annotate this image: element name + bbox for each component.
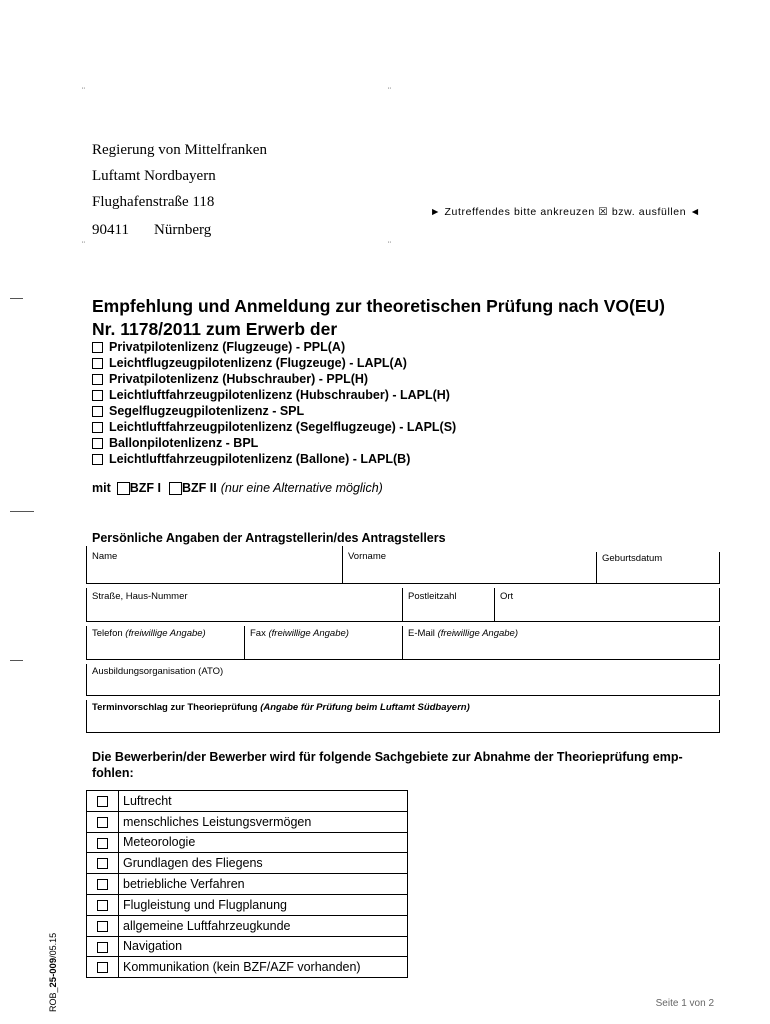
plz-input[interactable]: [403, 588, 494, 621]
license-option[interactable]: [92, 419, 456, 435]
bzf1-label: BZF I: [129, 481, 161, 495]
geburtsdatum-input[interactable]: [597, 552, 719, 583]
termin-input[interactable]: [87, 700, 719, 732]
address-line-1: Regierung von Mittelfranken: [92, 142, 267, 158]
license-label: Leichtflugzeugpilotenlizenz (Flugzeuge) - LAPL(A): [109, 356, 407, 370]
field-border: [719, 552, 720, 584]
fold-mark: [10, 298, 23, 299]
subject-checkbox[interactable]: [97, 879, 108, 890]
subject-checkbox[interactable]: [97, 900, 108, 911]
email-input[interactable]: [403, 626, 719, 659]
subject-checkbox[interactable]: [97, 962, 108, 973]
telefon-label-text: Telefon: [92, 628, 123, 639]
field-border: [86, 583, 720, 584]
license-option[interactable]: [92, 355, 407, 371]
license-checkbox[interactable]: [92, 342, 103, 353]
subjects-table: [86, 790, 408, 978]
license-checkbox[interactable]: [92, 422, 103, 433]
termin-label-text: Terminvorschlag zur Theorieprüfung: [92, 702, 258, 713]
subject-row: [87, 832, 408, 853]
fax-label-text: Fax: [250, 628, 266, 639]
form-code-date: /05.15: [48, 932, 58, 958]
license-label: Segelflugzeugpilotenlizenz - SPL: [109, 404, 305, 418]
subject-checkbox[interactable]: [97, 838, 108, 849]
license-label: Privatpilotenlizenz (Hubschrauber) - PPL(H): [109, 372, 369, 386]
plz-label: Postleitzahl: [408, 591, 457, 602]
subject-checkbox[interactable]: [97, 942, 108, 953]
license-checkbox[interactable]: [92, 390, 103, 401]
subject-check-cell[interactable]: [87, 874, 119, 895]
vorname-input[interactable]: [343, 546, 596, 583]
page-number: Seite 1 von 2: [655, 998, 714, 1009]
license-option[interactable]: [92, 339, 345, 355]
license-checkbox[interactable]: [92, 454, 103, 465]
subject-row: [87, 894, 408, 915]
license-option[interactable]: [92, 371, 368, 387]
license-label: Ballonpilotenlizenz - BPL: [109, 436, 259, 450]
subject-label: Luftrecht: [119, 791, 408, 812]
fold-mark: [10, 511, 34, 512]
address-zip: 90411: [92, 222, 129, 238]
license-label: Leichtluftfahrzeugpilotenlizenz (Hubschrauber) - LAPL(H): [109, 388, 450, 402]
form-code-number: 25-009: [48, 957, 59, 988]
license-option[interactable]: [92, 451, 410, 467]
subject-label: betriebliche Verfahren: [119, 874, 408, 895]
strasse-input[interactable]: [87, 588, 402, 621]
license-label: Privatpilotenlizenz (Flugzeuge) - PPL(A): [109, 340, 346, 354]
fax-note: (freiwillige Angabe): [268, 628, 349, 639]
corner-mark: ¨: [82, 240, 85, 250]
subject-row: [87, 853, 408, 874]
subject-check-cell[interactable]: [87, 915, 119, 936]
bzf-prefix: mit: [92, 481, 111, 495]
subject-label: Flugleistung und Flugplanung: [119, 894, 408, 915]
subject-checkbox[interactable]: [97, 921, 108, 932]
field-border: [86, 621, 720, 622]
license-option[interactable]: [92, 435, 258, 451]
strasse-label: Straße, Haus-Nummer: [92, 591, 188, 602]
subject-label: allgemeine Luftfahrzeugkunde: [119, 915, 408, 936]
fold-mark: [10, 660, 23, 661]
corner-mark: ¨: [388, 240, 391, 250]
subject-check-cell[interactable]: [87, 832, 119, 853]
subject-label: Navigation: [119, 936, 408, 957]
address-line-3: Flughafenstraße 118: [92, 194, 215, 210]
subject-check-cell[interactable]: [87, 853, 119, 874]
field-border: [719, 664, 720, 696]
recommendation-line-1: Die Bewerberin/der Bewerber wird für folgende Sachgebiete zur Abnahme der Theorieprüfung emp-: [92, 750, 683, 764]
subject-check-cell[interactable]: [87, 894, 119, 915]
personal-heading: Persönliche Angaben der Antragstellerin/des Antragstellers: [92, 531, 446, 545]
address-line-2: Luftamt Nordbayern: [92, 168, 216, 184]
subject-row: [87, 936, 408, 957]
subject-checkbox[interactable]: [97, 858, 108, 869]
form-title-line-1: Empfehlung und Anmeldung zur theoretischen Prüfung nach VO(EU): [92, 296, 665, 316]
form-title-line-2: Nr. 1178/2011 zum Erwerb der: [92, 319, 338, 339]
field-border: [86, 732, 720, 733]
subject-check-cell[interactable]: [87, 957, 119, 978]
subject-row: [87, 957, 408, 978]
license-checkbox[interactable]: [92, 406, 103, 417]
subject-check-cell[interactable]: [87, 811, 119, 832]
license-label: Leichtluftfahrzeugpilotenlizenz (Segelflugzeuge) - LAPL(S): [109, 420, 457, 434]
license-checkbox[interactable]: [92, 358, 103, 369]
name-input[interactable]: [87, 546, 342, 583]
subject-label: Kommunikation (kein BZF/AZF vorhanden): [119, 957, 408, 978]
bzf-note: (nur eine Alternative möglich): [220, 481, 383, 495]
vorname-label: Vorname: [348, 551, 387, 562]
bzf2-checkbox[interactable]: [169, 482, 182, 495]
field-border: [86, 659, 720, 660]
bzf2-label: BZF II: [182, 481, 217, 495]
license-option[interactable]: [92, 403, 304, 419]
field-border: [719, 588, 720, 622]
termin-note: (Angabe für Prüfung beim Luftamt Südbayern): [260, 702, 470, 713]
corner-mark: ¨: [388, 86, 391, 96]
license-label: Leichtluftfahrzeugpilotenlizenz (Ballone) - LAPL(B): [109, 452, 411, 466]
field-border: [719, 626, 720, 660]
field-border: [719, 700, 720, 733]
license-option[interactable]: [92, 387, 450, 403]
fill-in-hint: ► Zutreffendes bitte ankreuzen ☒ bzw. ausfüllen ◄: [430, 206, 701, 218]
email-note: (freiwillige Angabe): [437, 628, 518, 639]
subject-label: Meteorologie: [119, 832, 408, 853]
address-city: Nürnberg: [154, 222, 212, 238]
telefon-note: (freiwillige Angabe): [125, 628, 206, 639]
bzf1-checkbox[interactable]: [117, 482, 130, 495]
bzf-row: [92, 481, 383, 495]
subject-label: menschliches Leistungsvermögen: [119, 811, 408, 832]
subject-checkbox[interactable]: [97, 796, 108, 807]
ort-input[interactable]: [495, 588, 719, 621]
subject-check-cell[interactable]: [87, 936, 119, 957]
subject-check-cell[interactable]: [87, 791, 119, 812]
license-checkbox[interactable]: [92, 374, 103, 385]
recommendation-line-2: fohlen:: [92, 766, 134, 780]
subject-row: [87, 791, 408, 812]
fax-input[interactable]: [245, 626, 402, 659]
name-label: Name: [92, 551, 118, 562]
subject-label: Grundlagen des Fliegens: [119, 853, 408, 874]
ato-label: Ausbildungsorganisation (ATO): [92, 666, 224, 677]
license-checkbox[interactable]: [92, 438, 103, 449]
field-border: [86, 695, 720, 696]
telefon-input[interactable]: [87, 626, 244, 659]
subject-row: [87, 811, 408, 832]
form-code: [48, 933, 59, 1012]
ort-label: Ort: [500, 591, 514, 602]
form-code-prefix: ROB_: [48, 987, 58, 1012]
geburtsdatum-label: Geburtsdatum: [602, 553, 663, 564]
subject-checkbox[interactable]: [97, 817, 108, 828]
corner-mark: ¨: [82, 86, 85, 96]
subject-row: [87, 915, 408, 936]
ato-input[interactable]: [87, 664, 719, 695]
email-label-text: E-Mail: [408, 628, 435, 639]
subject-row: [87, 874, 408, 895]
